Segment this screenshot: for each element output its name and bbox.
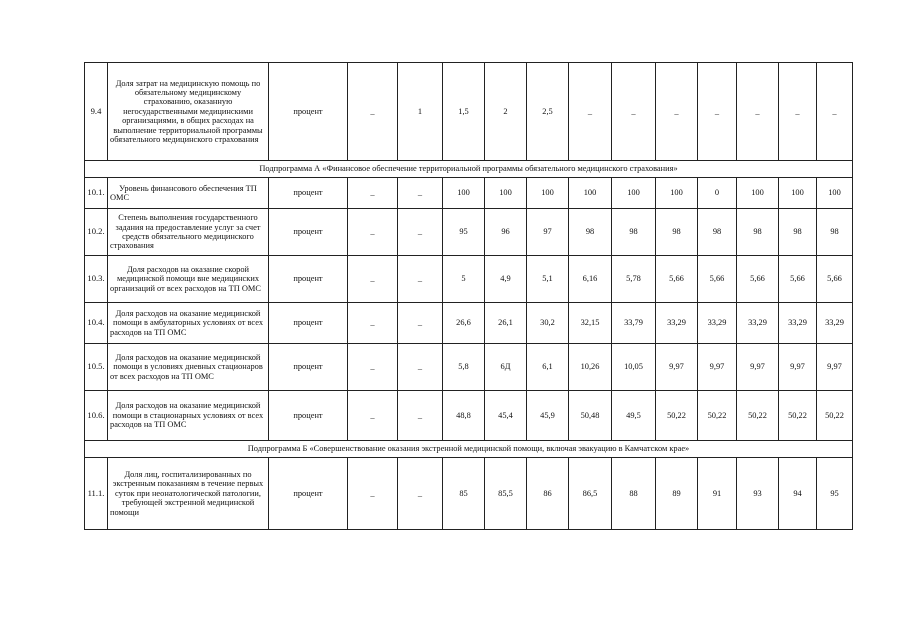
indicator-value: 6Д	[485, 344, 527, 391]
indicator-value: 5,78	[612, 256, 656, 303]
indicator-value: 98	[656, 209, 698, 256]
indicator-number: 10.1.	[85, 178, 108, 209]
indicator-value: 49,5	[612, 391, 656, 441]
indicator-value: 96	[485, 209, 527, 256]
indicator-value: _	[779, 63, 817, 161]
indicator-value: _	[348, 391, 398, 441]
indicator-value: 50,22	[817, 391, 853, 441]
indicator-value: _	[348, 344, 398, 391]
indicator-description: Доля расходов на оказание скорой медицинской помощи вне медицинских организаций от всех расходов на ТП ОМС	[108, 256, 269, 303]
table-row	[85, 209, 853, 256]
table-row	[85, 344, 853, 391]
indicator-value: 100	[569, 178, 612, 209]
indicator-number: 10.5.	[85, 344, 108, 391]
indicator-value: 100	[527, 178, 569, 209]
indicator-description: Доля лиц, госпитализированных по экстренным показаниям в течение первых суток при неонатологической патологии, требующей экстренной медицинской помощи	[108, 458, 269, 530]
indicator-value: 94	[779, 458, 817, 530]
indicator-value: 100	[779, 178, 817, 209]
indicator-value: 100	[656, 178, 698, 209]
indicator-value: 6,16	[569, 256, 612, 303]
indicator-value: 98	[737, 209, 779, 256]
indicator-description: Доля затрат на медицинскую помощь по обязательному медицинскому страхованию, оказанную негосударственными медицинскими организациями, в общих расходах на выполнение территориальной программы обязательного медицинского страхования	[108, 63, 269, 161]
indicator-value: _	[398, 178, 443, 209]
table-row	[85, 303, 853, 344]
indicator-number: 10.2.	[85, 209, 108, 256]
indicator-unit: процент	[269, 256, 348, 303]
indicator-value: 48,8	[443, 391, 485, 441]
indicator-value: 5	[443, 256, 485, 303]
indicator-value: 5,8	[443, 344, 485, 391]
indicator-unit: процент	[269, 391, 348, 441]
indicator-unit: процент	[269, 178, 348, 209]
indicator-number: 10.6.	[85, 391, 108, 441]
indicator-value: 2	[485, 63, 527, 161]
indicator-value: 26,6	[443, 303, 485, 344]
indicator-value: 33,29	[779, 303, 817, 344]
indicator-value: 95	[443, 209, 485, 256]
indicator-value: 9,97	[698, 344, 737, 391]
indicator-value: 98	[817, 209, 853, 256]
indicator-value: 88	[612, 458, 656, 530]
indicator-value: 5,66	[737, 256, 779, 303]
indicator-value: 9,97	[656, 344, 698, 391]
indicator-value: 1	[398, 63, 443, 161]
indicator-value: _	[348, 209, 398, 256]
indicator-value: _	[348, 63, 398, 161]
indicator-value: _	[737, 63, 779, 161]
subprogram-header-row	[85, 441, 853, 458]
subprogram-title: Подпрограмма А «Финансовое обеспечение территориальной программы обязательного медицинского страхования»	[85, 161, 853, 178]
indicator-value: 97	[527, 209, 569, 256]
indicator-value: _	[398, 344, 443, 391]
indicator-value: _	[398, 303, 443, 344]
indicator-value: 1,5	[443, 63, 485, 161]
indicator-value: _	[348, 256, 398, 303]
indicator-value: 5,66	[779, 256, 817, 303]
indicator-value: 33,79	[612, 303, 656, 344]
indicator-value: 98	[698, 209, 737, 256]
indicator-value: 100	[485, 178, 527, 209]
indicator-value: 98	[612, 209, 656, 256]
table-body	[85, 63, 853, 530]
indicator-value: 33,29	[698, 303, 737, 344]
indicator-value: 10,05	[612, 344, 656, 391]
indicator-unit: процент	[269, 458, 348, 530]
indicator-value: 33,29	[656, 303, 698, 344]
indicator-number: 10.4.	[85, 303, 108, 344]
indicator-value: 0	[698, 178, 737, 209]
indicator-value: 91	[698, 458, 737, 530]
indicator-value: 89	[656, 458, 698, 530]
indicator-value: 100	[817, 178, 853, 209]
table-row	[85, 256, 853, 303]
indicator-value: 98	[779, 209, 817, 256]
table-row	[85, 391, 853, 441]
indicator-value: _	[398, 391, 443, 441]
indicator-unit: процент	[269, 344, 348, 391]
table-row	[85, 63, 853, 161]
indicators-table	[84, 62, 853, 530]
indicator-value: 50,22	[779, 391, 817, 441]
table-row	[85, 458, 853, 530]
indicator-number: 10.3.	[85, 256, 108, 303]
indicator-value: 9,97	[737, 344, 779, 391]
indicator-value: 100	[612, 178, 656, 209]
indicator-value: 5,66	[656, 256, 698, 303]
indicator-value: _	[348, 178, 398, 209]
indicator-value: 26,1	[485, 303, 527, 344]
indicator-value: 85	[443, 458, 485, 530]
indicator-value: 85,5	[485, 458, 527, 530]
indicator-description: Доля расходов на оказание медицинской помощи в амбулаторных условиях от всех расходов на ТП ОМС	[108, 303, 269, 344]
subprogram-header-row	[85, 161, 853, 178]
indicator-value: 5,66	[698, 256, 737, 303]
indicator-unit: процент	[269, 63, 348, 161]
indicator-description: Уровень финансового обеспечения ТП ОМС	[108, 178, 269, 209]
indicator-value: _	[569, 63, 612, 161]
indicator-value: 33,29	[737, 303, 779, 344]
indicator-number: 9.4	[85, 63, 108, 161]
indicator-value: _	[348, 303, 398, 344]
indicator-description: Доля расходов на оказание медицинской помощи в стационарных условиях от всех расходов на ТП ОМС	[108, 391, 269, 441]
indicator-value: 86,5	[569, 458, 612, 530]
indicator-value: 100	[443, 178, 485, 209]
indicator-description: Степень выполнения государственного задания на предоставление услуг за счет средств обязательного медицинского страхования	[108, 209, 269, 256]
indicator-value: 50,22	[656, 391, 698, 441]
indicator-number: 11.1.	[85, 458, 108, 530]
indicator-description: Доля расходов на оказание медицинской помощи в условиях дневных стационаров от всех расходов на ТП ОМС	[108, 344, 269, 391]
indicator-value: 5,1	[527, 256, 569, 303]
indicator-unit: процент	[269, 303, 348, 344]
indicator-value: _	[398, 209, 443, 256]
indicator-value: 9,97	[817, 344, 853, 391]
indicator-value: 32,15	[569, 303, 612, 344]
indicator-value: _	[612, 63, 656, 161]
indicator-value: 50,48	[569, 391, 612, 441]
indicator-value: _	[398, 458, 443, 530]
indicator-value: _	[698, 63, 737, 161]
subprogram-title: Подпрограмма Б «Совершенствование оказания экстренной медицинской помощи, включая эвакуацию в Камчатском крае»	[85, 441, 853, 458]
indicator-value: _	[398, 256, 443, 303]
indicator-value: 100	[737, 178, 779, 209]
indicator-value: _	[656, 63, 698, 161]
indicator-value: 10,26	[569, 344, 612, 391]
indicator-value: _	[348, 458, 398, 530]
indicator-value: 33,29	[817, 303, 853, 344]
indicator-value: 6,1	[527, 344, 569, 391]
indicator-value: 98	[569, 209, 612, 256]
indicator-value: 86	[527, 458, 569, 530]
table-row	[85, 178, 853, 209]
indicator-value: 30,2	[527, 303, 569, 344]
indicator-value: 2,5	[527, 63, 569, 161]
indicator-value: 50,22	[698, 391, 737, 441]
indicator-unit: процент	[269, 209, 348, 256]
indicator-value: 5,66	[817, 256, 853, 303]
indicator-value: 9,97	[779, 344, 817, 391]
indicator-value: 4,9	[485, 256, 527, 303]
indicator-value: 50,22	[737, 391, 779, 441]
indicator-value: 45,9	[527, 391, 569, 441]
indicator-value: 95	[817, 458, 853, 530]
indicator-value: 45,4	[485, 391, 527, 441]
indicator-value: _	[817, 63, 853, 161]
indicator-value: 93	[737, 458, 779, 530]
